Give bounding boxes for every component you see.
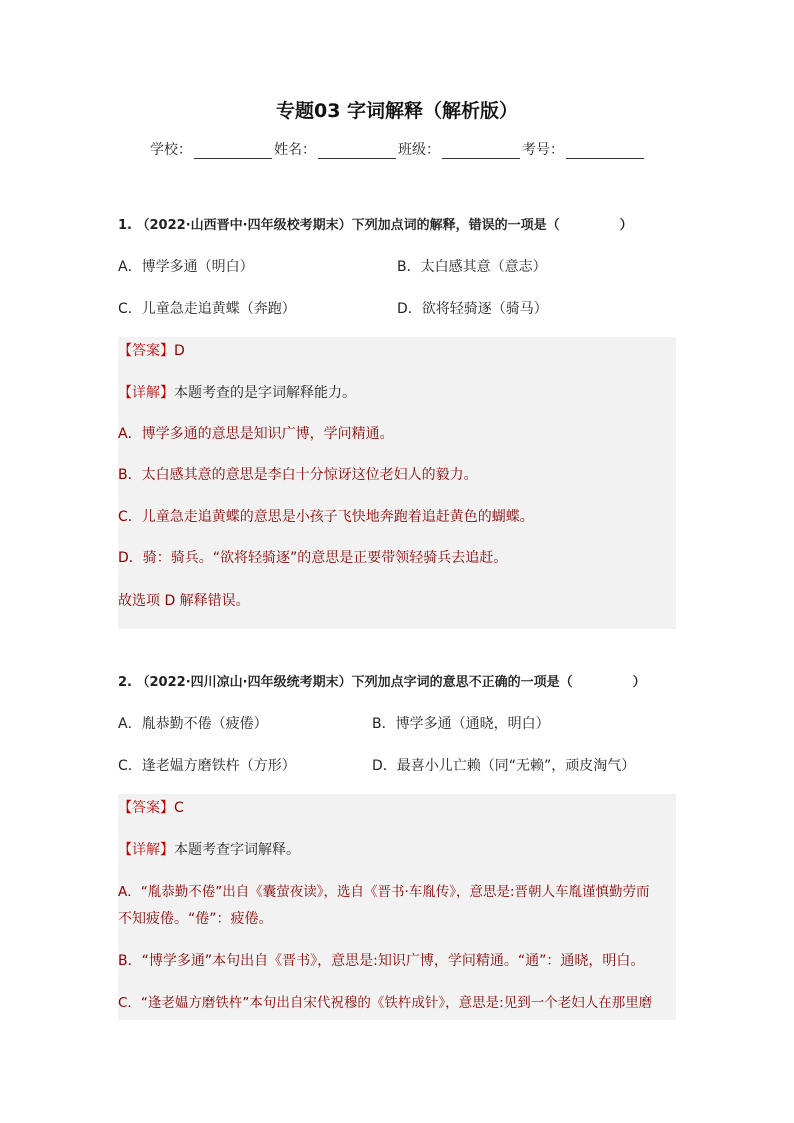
- q2-explain-c: C．“逢老媪方磨铁杵”本句出自宋代祝穆的《铁杵成针》，意思是:见到一个老妇人在那里磨: [118, 995, 653, 1011]
- q1-explain-d: D．骑：骑兵。“欲将轻骑逐”的意思是正要带领轻骑兵去追赶。: [118, 550, 508, 566]
- q1-option-a: A．博学多通（明白）: [118, 259, 254, 275]
- name-blank[interactable]: [318, 145, 396, 159]
- q1-conclusion: 故选项 D 解释错误。: [118, 593, 250, 609]
- q1-option-d: D．欲将轻骑逐（骑马）: [397, 301, 548, 317]
- question-2-stem: 2. （2022·四川凉山·四年级统考期末）下列加点字词的意思不正确的一项是（ ）: [118, 675, 646, 690]
- school-field[interactable]: 学校：: [150, 139, 272, 159]
- q2-explain-a-2: 不知疲倦。“倦”：疲倦。: [118, 911, 273, 927]
- class-blank[interactable]: [442, 145, 520, 159]
- q2-detail: 【详解】本题考查字词解释。: [118, 842, 300, 858]
- q1-explain-a: A．博学多通的意思是知识广博，学问精通。: [118, 426, 394, 442]
- q1-answer: 【答案】D: [118, 343, 185, 359]
- q2-option-c: C．逢老媪方磨铁杵（方形）: [118, 758, 296, 774]
- question-1-stem: 1. （2022·山西晋中·四年级校考期末）下列加点词的解释，错误的一项是（ ）: [118, 218, 633, 233]
- q2-option-d: D．最喜小儿亡赖（同“无赖”，顽皮淘气）: [372, 758, 636, 774]
- q2-answer: 【答案】C: [118, 800, 184, 816]
- number-field[interactable]: 考号：: [522, 139, 644, 159]
- q1-option-c: C．儿童急走追黄蝶（奔跑）: [118, 301, 296, 317]
- q2-option-a: A．胤恭勤不倦（疲倦）: [118, 716, 268, 732]
- q1-explain-b: B．太白感其意的意思是李白十分惊讶这位老妇人的毅力。: [118, 467, 478, 483]
- q1-option-b: B．太白感其意（意志）: [397, 259, 547, 275]
- q2-option-b: B．博学多通（通晓，明白）: [372, 716, 550, 732]
- q1-detail: 【详解】本题考查的是字词解释能力。: [118, 385, 356, 401]
- q2-explain-a-1: A．“胤恭勤不倦”出自《囊萤夜读》，选自《晋书·车胤传》，意思是:晋朝人车胤谨慎勤劳而: [118, 884, 650, 900]
- page-title: 专题03 字词解释（解析版）: [275, 100, 519, 122]
- class-field[interactable]: 班级：: [398, 139, 520, 159]
- school-blank[interactable]: [194, 145, 272, 159]
- student-info-row: [0, 139, 794, 159]
- name-field[interactable]: 姓名：: [274, 139, 396, 159]
- q1-explain-c: C．儿童急走追黄蝶的意思是小孩子飞快地奔跑着追赶黄色的蝴蝶。: [118, 509, 534, 525]
- number-blank[interactable]: [566, 145, 644, 159]
- q2-explain-b: B．“博学多通”本句出自《晋书》，意思是:知识广博，学问精通。“通”：通晓，明白。: [118, 953, 645, 969]
- q2-answer-box: [118, 794, 676, 1020]
